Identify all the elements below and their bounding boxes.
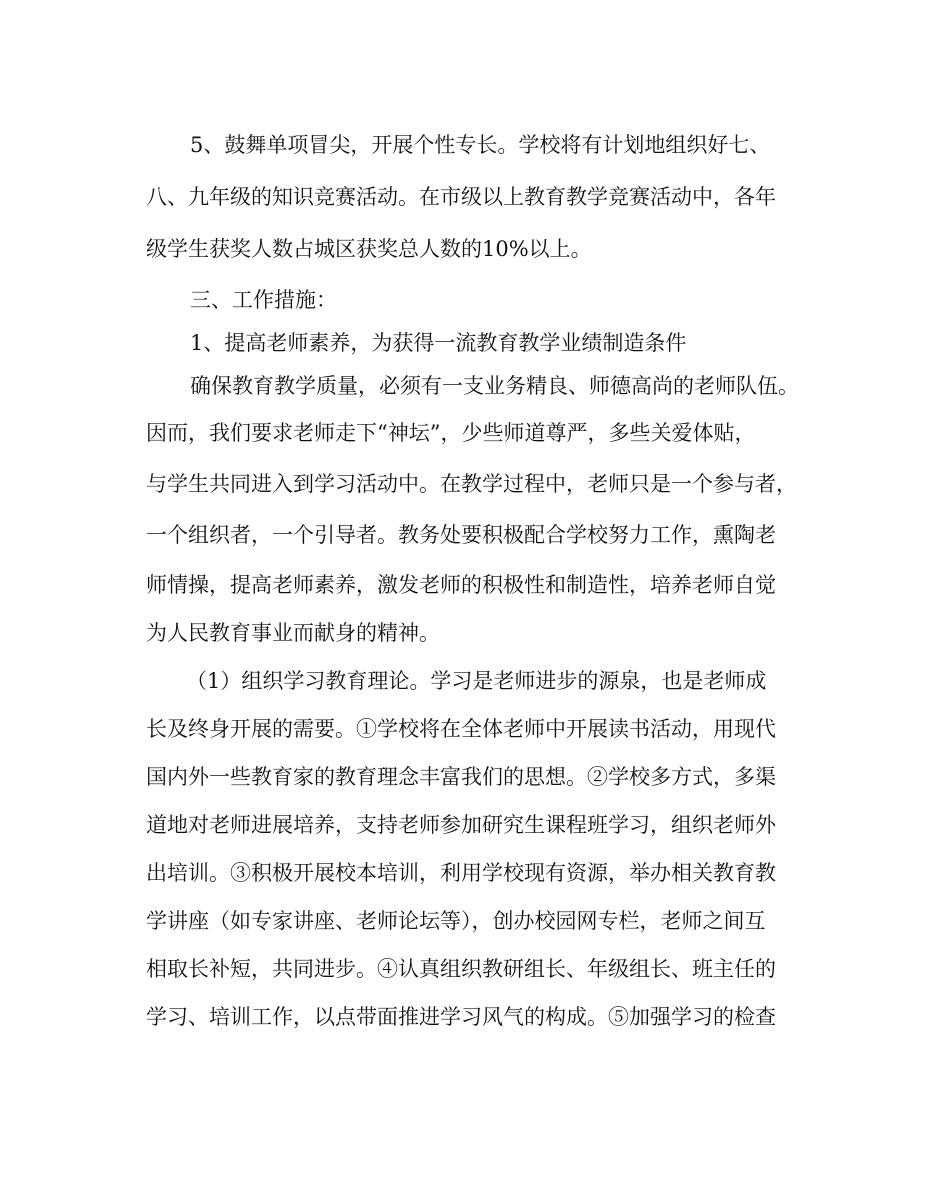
- text-line: 因而，我们要求老师走下“神坛”，少些师道尊严，多些关爱体贴，: [146, 421, 756, 445]
- text-line: 与学生共同进入到学习活动中。在教学过程中，老师只是一个参与者，: [146, 472, 797, 496]
- text-line: 一个组织者，一个引导者。教务处要积极配合学校努力工作，熏陶老: [146, 523, 776, 547]
- text-line: 师情操，提高老师素养，激发老师的积极性和制造性，培养老师自觉: [146, 573, 776, 597]
- text-line: 道地对老师进展培养，支持老师参加研究生课程班学习，组织老师外: [146, 813, 776, 837]
- section-heading: 三、工作措施：: [190, 288, 337, 312]
- subsection-heading: 1、提高老师素养，为获得一流教育教学业绩制造条件: [190, 331, 687, 355]
- text-line: 八、九年级的知识竞赛活动。在市级以上教育教学竞赛活动中，各年: [146, 185, 776, 209]
- text-line: 级学生获奖人数占城区获奖总人数的10%以上。: [146, 237, 592, 261]
- text-line: 确保教育教学质量，必须有一支业务精良、师德高尚的老师队伍。: [190, 374, 799, 398]
- text-line: 5、鼓舞单项冒尖，开展个性专长。学校将有计划地组织好七、: [190, 133, 771, 157]
- text-line: 学讲座（如专家讲座、老师论坛等），创办校园网专栏，老师之间互: [146, 909, 766, 933]
- text-line: 相取长补短，共同进步。④认真组织教研组长、年级组长、班主任的: [146, 957, 776, 981]
- text-line: （1）组织学习教育理论。学习是老师进步的源泉，也是老师成: [186, 669, 767, 693]
- text-line: 长及终身开展的需要。①学校将在全体老师中开展读书活动，用现代: [146, 717, 776, 741]
- text-line: 出培训。③积极开展校本培训，利用学校现有资源，举办相关教育教: [146, 861, 776, 885]
- text-line: 国内外一些教育家的教育理念丰富我们的思想。②学校多方式，多渠: [146, 765, 776, 789]
- text-line: 为人民教育事业而献身的精神。: [146, 621, 440, 645]
- text-line: 学习、培训工作，以点带面推进学习风气的构成。⑤加强学习的检查: [146, 1005, 776, 1029]
